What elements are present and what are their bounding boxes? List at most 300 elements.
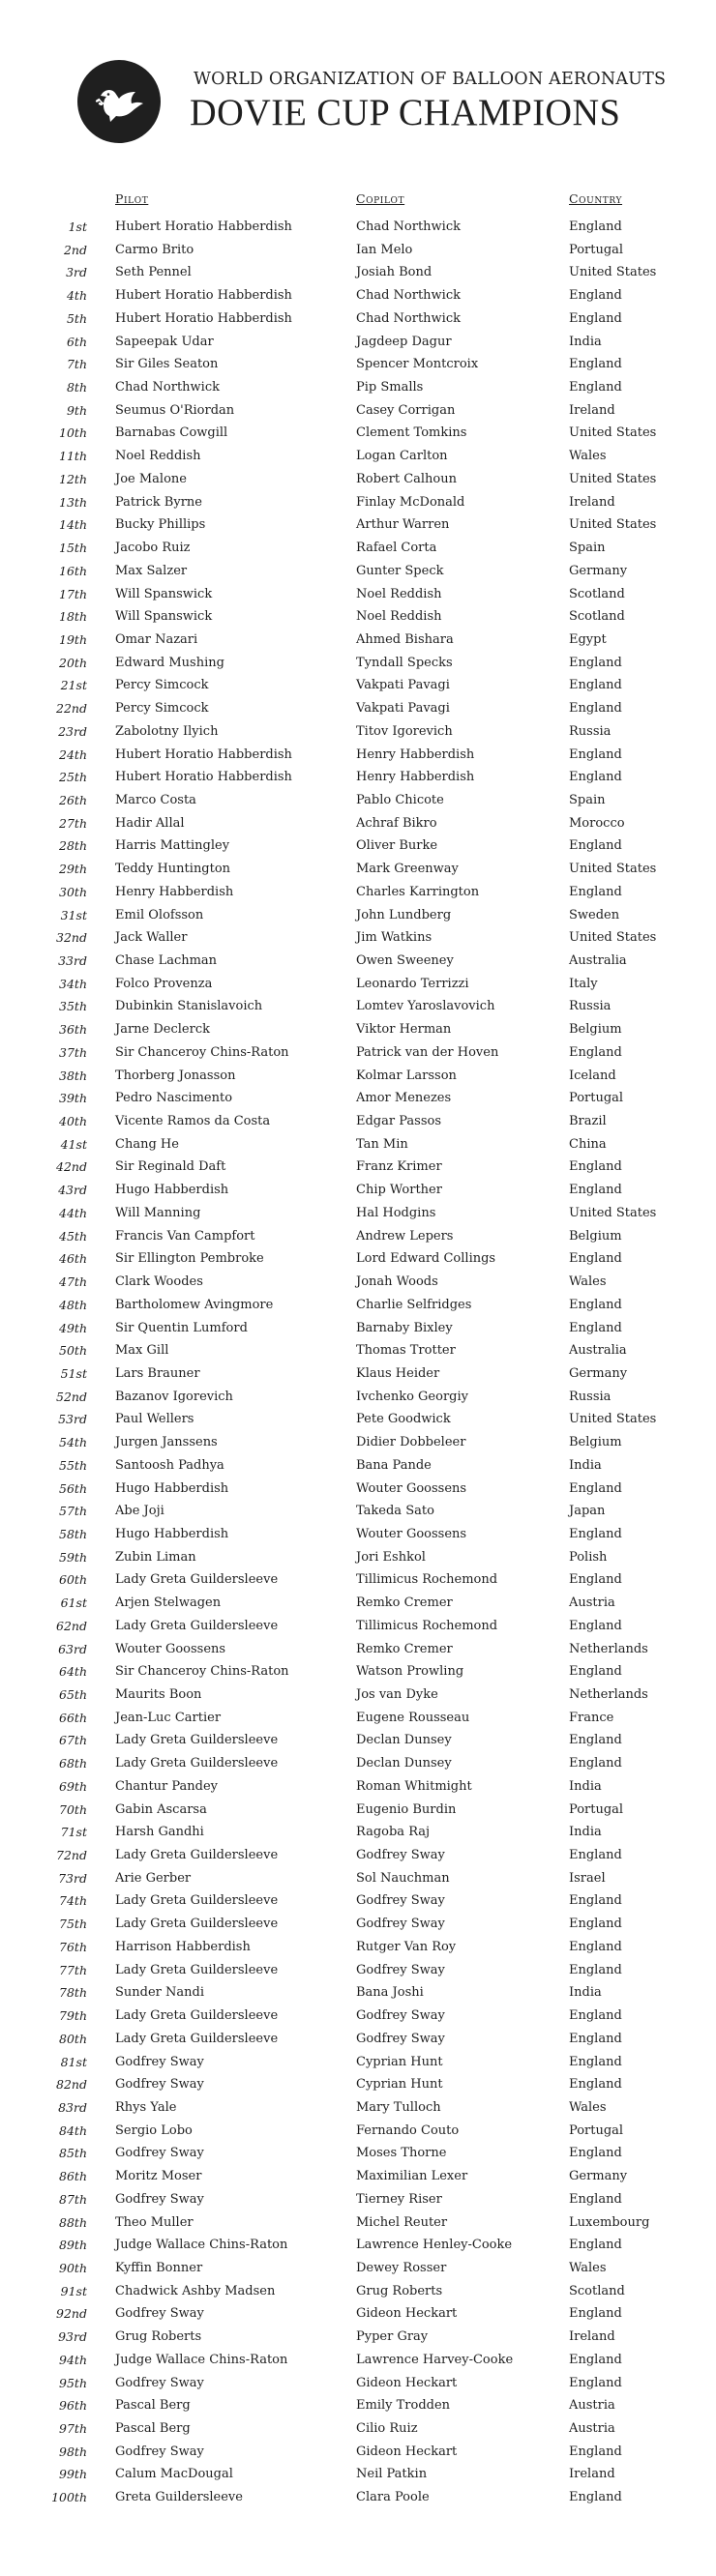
pilot-cell: Maurits Boon — [115, 1687, 202, 1702]
table-row — [0, 1568, 716, 1592]
rank-cell: 41st — [60, 1136, 87, 1152]
rank-cell: 18th — [59, 609, 87, 625]
table-row — [0, 1386, 716, 1409]
copilot-cell: Cilio Ruiz — [356, 2421, 418, 2436]
country-cell: Ireland — [569, 402, 615, 418]
table-row — [0, 2302, 716, 2326]
pilot-cell: Lady Greta Guildersleeve — [115, 1733, 279, 1748]
rank-cell: 40th — [59, 1114, 87, 1129]
copilot-cell: Franz Krimer — [356, 1159, 442, 1175]
copilot-cell: Lawrence Henley-Cooke — [356, 2238, 513, 2253]
rank-cell: 63rd — [58, 1641, 87, 1656]
country-cell: Ireland — [569, 494, 615, 510]
table-row — [0, 2372, 716, 2395]
pilot-cell: Sir Chanceroy Chins-Raton — [115, 1664, 289, 1680]
copilot-cell: Fernando Couto — [356, 2122, 460, 2138]
table-row — [0, 583, 716, 606]
copilot-cell: Hal Hodgins — [356, 1205, 436, 1220]
pilot-cell: Bartholomew Avingmore — [115, 1297, 274, 1312]
table-row — [0, 858, 716, 881]
country-cell: Egypt — [569, 631, 607, 647]
dove-icon — [77, 60, 161, 143]
copilot-cell: Gideon Heckart — [356, 2306, 458, 2322]
copilot-cell: Achraf Bikro — [356, 815, 437, 831]
rank-cell: 1st — [68, 220, 87, 234]
copilot-cell: Godfrey Sway — [356, 1917, 445, 1932]
pilot-cell: Omar Nazari — [115, 631, 198, 647]
copilot-cell: Tillimicus Rochemond — [356, 1618, 498, 1633]
pilot-cell: Sir Quentin Lumford — [115, 1320, 248, 1335]
table-row — [0, 1225, 716, 1248]
copilot-cell: Kolmar Larsson — [356, 1068, 457, 1083]
rank-cell: 97th — [59, 2421, 87, 2436]
copilot-cell: Gideon Heckart — [356, 2444, 458, 2459]
table-row — [0, 376, 716, 399]
rank-cell: 5th — [66, 310, 87, 326]
table-row — [0, 2486, 716, 2509]
table-row — [0, 1913, 716, 1936]
rank-cell: 9th — [66, 402, 87, 418]
rank-cell: 65th — [59, 1687, 87, 1702]
table-row — [0, 2028, 716, 2051]
pilot-cell: Sir Chanceroy Chins-Raton — [115, 1044, 289, 1060]
copilot-cell: Ragoba Raj — [356, 1825, 431, 1840]
rank-cell: 3rd — [66, 265, 87, 280]
pilot-cell: Hubert Horatio Habberdish — [115, 220, 292, 234]
rank-cell: 44th — [59, 1205, 87, 1220]
table-row — [0, 652, 716, 675]
country-cell: Polish — [569, 1549, 608, 1565]
copilot-cell: Barnaby Bixley — [356, 1320, 453, 1335]
table-row — [0, 1156, 716, 1179]
pilot-cell: Folco Provenza — [115, 976, 213, 991]
copilot-cell: Chad Northwick — [356, 288, 461, 304]
pilot-cell: Arjen Stelwagen — [115, 1595, 222, 1611]
pilot-cell: Chadwick Ashby Madsen — [115, 2283, 276, 2298]
country-cell: Wales — [569, 2260, 607, 2275]
rank-cell: 10th — [59, 425, 87, 441]
rank-cell: 42nd — [56, 1159, 87, 1175]
copilot-cell: Rafael Corta — [356, 541, 437, 556]
country-cell: Wales — [569, 449, 607, 464]
pilot-cell: Francis Van Campfort — [115, 1228, 255, 1244]
country-cell: Brazil — [569, 1114, 607, 1129]
column-header-country: Country — [569, 191, 623, 206]
country-cell: England — [569, 2490, 622, 2505]
table-row — [0, 2417, 716, 2441]
country-cell: Spain — [569, 792, 606, 807]
table-row — [0, 720, 716, 744]
pilot-cell: Barnabas Cowgill — [115, 425, 228, 441]
country-cell: Netherlands — [569, 1641, 648, 1656]
country-cell: England — [569, 1664, 622, 1680]
country-cell: England — [569, 2054, 622, 2069]
copilot-cell: Remko Cremer — [356, 1595, 453, 1611]
copilot-cell: Roman Whitmight — [356, 1778, 472, 1794]
country-cell: Portugal — [569, 2122, 624, 2138]
country-cell: England — [569, 1893, 622, 1909]
country-cell: Austria — [569, 2398, 615, 2414]
country-cell: England — [569, 884, 622, 899]
table-row — [0, 422, 716, 445]
country-cell: England — [569, 2008, 622, 2024]
table-row — [0, 1110, 716, 1133]
pilot-cell: Marco Costa — [115, 792, 196, 807]
table-row — [0, 881, 716, 904]
table-row — [0, 1454, 716, 1478]
copilot-cell: John Lundberg — [356, 907, 452, 922]
copilot-cell: Cyprian Hunt — [356, 2054, 443, 2069]
pilot-cell: Lady Greta Guildersleeve — [115, 1618, 279, 1633]
table-row — [0, 2005, 716, 2028]
country-cell: United States — [569, 265, 657, 280]
rank-cell: 7th — [66, 357, 87, 372]
country-cell: England — [569, 1917, 622, 1932]
copilot-cell: Gideon Heckart — [356, 2375, 458, 2390]
table-row — [0, 2211, 716, 2235]
country-cell: England — [569, 1939, 622, 1954]
country-cell: Germany — [569, 2169, 628, 2184]
country-cell: England — [569, 1159, 622, 1175]
table-row — [0, 1179, 716, 1202]
pilot-cell: Emil Olofsson — [115, 907, 204, 922]
table-row — [0, 1981, 716, 2005]
country-cell: England — [569, 1320, 622, 1335]
table-row — [0, 674, 716, 697]
pilot-cell: Carmo Brito — [115, 242, 194, 257]
rank-cell: 93rd — [58, 2329, 87, 2345]
country-cell: England — [569, 701, 622, 717]
country-cell: Ireland — [569, 2329, 615, 2345]
copilot-cell: Lawrence Harvey-Cooke — [356, 2352, 514, 2367]
table-row — [0, 605, 716, 629]
rank-cell: 58th — [59, 1526, 87, 1541]
table-row — [0, 1408, 716, 1431]
pilot-cell: Max Salzer — [115, 563, 188, 578]
rank-cell: 96th — [59, 2398, 87, 2414]
country-cell: England — [569, 357, 622, 372]
copilot-cell: Leonardo Terrizzi — [356, 976, 469, 991]
country-cell: England — [569, 2352, 622, 2367]
copilot-cell: Godfrey Sway — [356, 2008, 445, 2024]
pilot-cell: Greta Guildersleeve — [115, 2490, 243, 2505]
pilot-cell: Henry Habberdish — [115, 884, 234, 899]
copilot-cell: Henry Habberdish — [356, 746, 475, 762]
copilot-cell: Logan Carlton — [356, 449, 448, 464]
pilot-cell: Max Gill — [115, 1343, 169, 1359]
copilot-cell: Godfrey Sway — [356, 1893, 445, 1909]
country-cell: United States — [569, 1412, 657, 1427]
pilot-cell: Harrison Habberdish — [115, 1939, 251, 1954]
table-row — [0, 2349, 716, 2372]
copilot-cell: Remko Cremer — [356, 1641, 453, 1656]
rank-cell: 55th — [59, 1457, 87, 1473]
table-row — [0, 926, 716, 950]
table-row — [0, 1294, 716, 1317]
copilot-cell: Noel Reddish — [356, 609, 442, 625]
pilot-cell: Lady Greta Guildersleeve — [115, 1848, 279, 1863]
country-cell: England — [569, 2306, 622, 2322]
country-cell: England — [569, 1572, 622, 1588]
pilot-cell: Gabin Ascarsa — [115, 1801, 207, 1817]
rank-cell: 46th — [59, 1251, 87, 1267]
table-row — [0, 1959, 716, 1982]
country-cell: Netherlands — [569, 1687, 648, 1702]
rank-cell: 32nd — [56, 930, 87, 946]
copilot-cell: Noel Reddish — [356, 586, 442, 601]
rank-cell: 85th — [59, 2146, 87, 2161]
table-row — [0, 1041, 716, 1065]
country-cell: England — [569, 1044, 622, 1060]
country-cell: Portugal — [569, 1091, 624, 1106]
pilot-cell: Thorberg Jonasson — [115, 1068, 236, 1083]
country-cell: Ireland — [569, 2467, 615, 2482]
pilot-cell: Harris Mattingley — [115, 838, 230, 854]
copilot-cell: Spencer Montcroix — [356, 357, 479, 372]
table-row — [0, 1087, 716, 1110]
country-cell: England — [569, 770, 622, 785]
pilot-cell: Joe Malone — [115, 471, 187, 486]
rank-cell: 64th — [59, 1664, 87, 1680]
rank-cell: 62nd — [56, 1618, 87, 1633]
pilot-cell: Judge Wallace Chins-Raton — [115, 2238, 288, 2253]
rank-cell: 23rd — [58, 723, 87, 739]
rank-cell: 94th — [59, 2352, 87, 2367]
pilot-cell: Wouter Goossens — [115, 1641, 226, 1656]
table-row — [0, 1523, 716, 1546]
country-cell: England — [569, 1251, 622, 1267]
rank-cell: 43rd — [58, 1183, 87, 1198]
pilot-cell: Hubert Horatio Habberdish — [115, 288, 292, 304]
rank-cell: 24th — [59, 746, 87, 762]
rank-cell: 27th — [59, 815, 87, 831]
pilot-cell: Harsh Gandhi — [115, 1825, 204, 1840]
table-row — [0, 1247, 716, 1271]
table-row — [0, 950, 716, 973]
copilot-cell: Godfrey Sway — [356, 1848, 445, 1863]
table-row — [0, 353, 716, 376]
copilot-cell: Jim Watkins — [356, 930, 433, 946]
table-row — [0, 2096, 716, 2120]
table-row — [0, 1844, 716, 1867]
rank-cell: 59th — [59, 1549, 87, 1565]
table-row — [0, 2165, 716, 2188]
rank-cell: 72nd — [56, 1848, 87, 1863]
country-cell: India — [569, 1457, 602, 1473]
rank-cell: 66th — [59, 1710, 87, 1725]
table-row — [0, 2142, 716, 2165]
table-row — [0, 2073, 716, 2096]
copilot-cell: Edgar Passos — [356, 1114, 441, 1129]
table-row — [0, 1202, 716, 1225]
rank-cell: 81st — [60, 2054, 87, 2069]
copilot-cell: Arthur Warren — [356, 517, 450, 533]
table-row — [0, 1775, 716, 1799]
copilot-cell: Takeda Sato — [356, 1504, 434, 1519]
pilot-cell: Jack Waller — [115, 930, 188, 946]
copilot-cell: Tierney Riser — [356, 2191, 442, 2207]
country-cell: United States — [569, 517, 657, 533]
copilot-cell: Declan Dunsey — [356, 1733, 452, 1748]
pilot-cell: Hugo Habberdish — [115, 1183, 229, 1198]
rank-cell: 16th — [59, 563, 87, 578]
copilot-cell: Pyper Gray — [356, 2329, 429, 2345]
copilot-cell: Viktor Herman — [356, 1022, 452, 1038]
rank-cell: 17th — [59, 586, 87, 601]
country-cell: Luxembourg — [569, 2214, 650, 2230]
table-row — [0, 744, 716, 767]
copilot-cell: Jori Eshkol — [356, 1549, 426, 1565]
country-cell: England — [569, 655, 622, 670]
table-row — [0, 973, 716, 996]
country-cell: England — [569, 2077, 622, 2093]
table-row — [0, 904, 716, 927]
pilot-cell: Hugo Habberdish — [115, 1526, 229, 1541]
table-row — [0, 1546, 716, 1569]
copilot-cell: Oliver Burke — [356, 838, 438, 854]
rank-cell: 13th — [59, 494, 87, 510]
country-cell: England — [569, 1183, 622, 1198]
rank-cell: 95th — [59, 2375, 87, 2390]
table-row — [0, 491, 716, 514]
rank-cell: 88th — [59, 2214, 87, 2230]
copilot-cell: Jonah Woods — [356, 1274, 438, 1290]
table-row — [0, 1638, 716, 1661]
table-row — [0, 2120, 716, 2143]
rank-cell: 100th — [51, 2490, 87, 2505]
table-row — [0, 1707, 716, 1730]
table-row — [0, 1729, 716, 1752]
copilot-cell: Lomtev Yaroslavovich — [356, 999, 495, 1014]
pilot-cell: Hubert Horatio Habberdish — [115, 746, 292, 762]
pilot-cell: Noel Reddish — [115, 449, 201, 464]
rank-cell: 82nd — [56, 2077, 87, 2093]
rank-cell: 38th — [59, 1068, 87, 1083]
rank-cell: 60th — [59, 1572, 87, 1588]
country-cell: England — [569, 1480, 622, 1496]
country-cell: Belgium — [569, 1435, 622, 1450]
rank-cell: 53rd — [58, 1412, 87, 1427]
copilot-cell: Gunter Speck — [356, 563, 444, 578]
pilot-cell: Will Spanswick — [115, 586, 213, 601]
rank-cell: 33rd — [58, 953, 87, 968]
copilot-cell: Bana Pande — [356, 1457, 432, 1473]
copilot-cell: Clara Poole — [356, 2490, 430, 2505]
pilot-cell: Pascal Berg — [115, 2421, 191, 2436]
country-cell: England — [569, 310, 622, 326]
country-cell: Russia — [569, 999, 612, 1014]
copilot-cell: Ahmed Bishara — [356, 631, 454, 647]
copilot-cell: Josiah Bond — [356, 265, 433, 280]
rank-cell: 89th — [59, 2238, 87, 2253]
copilot-cell: Godfrey Sway — [356, 2031, 445, 2046]
copilot-cell: Owen Sweeney — [356, 953, 454, 968]
table-row — [0, 284, 716, 307]
rank-cell: 28th — [59, 838, 87, 854]
pilot-cell: Godfrey Sway — [115, 2375, 204, 2390]
pilot-cell: Zabolotny Ilyich — [115, 723, 219, 739]
country-cell: England — [569, 288, 622, 304]
rank-cell: 86th — [59, 2169, 87, 2184]
pilot-cell: Hugo Habberdish — [115, 1480, 229, 1496]
table-row — [0, 1478, 716, 1501]
country-cell: Israel — [569, 1870, 606, 1886]
copilot-cell: Watson Prowling — [356, 1664, 464, 1680]
rank-cell: 36th — [59, 1022, 87, 1038]
pilot-cell: Bucky Phillips — [115, 517, 206, 533]
table-row — [0, 1271, 716, 1294]
country-cell: United States — [569, 1205, 657, 1220]
copilot-cell: Titov Igorevich — [356, 723, 453, 739]
logo — [77, 60, 161, 143]
pilot-cell: Lady Greta Guildersleeve — [115, 1962, 279, 1977]
pilot-cell: Godfrey Sway — [115, 2191, 204, 2207]
pilot-cell: Sir Ellington Pembroke — [115, 1251, 264, 1267]
copilot-cell: Neil Patkin — [356, 2467, 428, 2482]
copilot-cell: Didier Dobbeleer — [356, 1435, 466, 1450]
table-row — [0, 2188, 716, 2211]
rank-cell: 37th — [59, 1044, 87, 1060]
copilot-cell: Eugenio Burdin — [356, 1801, 457, 1817]
rank-cell: 19th — [59, 631, 87, 647]
pilot-cell: Theo Muller — [115, 2214, 194, 2230]
table-row — [0, 216, 716, 239]
country-cell: England — [569, 220, 622, 234]
rank-cell: 12th — [59, 471, 87, 486]
rank-cell: 73rd — [58, 1870, 87, 1886]
rank-cell: 15th — [59, 541, 87, 556]
copilot-cell: Charles Karrington — [356, 884, 480, 899]
rank-cell: 25th — [59, 770, 87, 785]
copilot-cell: Tillimicus Rochemond — [356, 1572, 498, 1588]
pilot-cell: Arie Gerber — [115, 1870, 192, 1886]
rank-cell: 8th — [66, 380, 87, 395]
rank-cell: 26th — [59, 792, 87, 807]
rank-cell: 71st — [60, 1825, 87, 1840]
country-cell: India — [569, 1825, 602, 1840]
pilot-cell: Godfrey Sway — [115, 2444, 204, 2459]
copilot-cell: Mark Greenway — [356, 862, 459, 877]
pilot-cell: Santoosh Padhya — [115, 1457, 224, 1473]
table-row — [0, 399, 716, 423]
pilot-cell: Hadir Allal — [115, 815, 185, 831]
copilot-cell: Rutger Van Roy — [356, 1939, 457, 1954]
copilot-cell: Grug Roberts — [356, 2283, 443, 2298]
copilot-cell: Wouter Goossens — [356, 1480, 467, 1496]
copilot-cell: Klaus Heider — [356, 1365, 440, 1381]
pilot-cell: Teddy Huntington — [115, 862, 231, 877]
pilot-cell: Percy Simcock — [115, 701, 209, 717]
pilot-cell: Lady Greta Guildersleeve — [115, 1572, 279, 1588]
copilot-cell: Patrick van der Hoven — [356, 1044, 499, 1060]
table-row — [0, 789, 716, 812]
rank-cell: 50th — [59, 1343, 87, 1359]
champions-table — [0, 216, 716, 2509]
copilot-cell: Henry Habberdish — [356, 770, 475, 785]
country-cell: United States — [569, 930, 657, 946]
pilot-cell: Chase Lachman — [115, 953, 218, 968]
country-cell: Sweden — [569, 907, 620, 922]
rank-cell: 21st — [60, 678, 87, 693]
copilot-cell: Pablo Chicote — [356, 792, 444, 807]
copilot-cell: Dewey Rosser — [356, 2260, 447, 2275]
pilot-cell: Godfrey Sway — [115, 2306, 204, 2322]
rank-cell: 34th — [59, 976, 87, 991]
page-title: DOVIE CUP CHAMPIONS — [190, 92, 621, 133]
table-row — [0, 468, 716, 491]
country-cell: Australia — [569, 1343, 627, 1359]
copilot-cell: Michel Reuter — [356, 2214, 448, 2230]
